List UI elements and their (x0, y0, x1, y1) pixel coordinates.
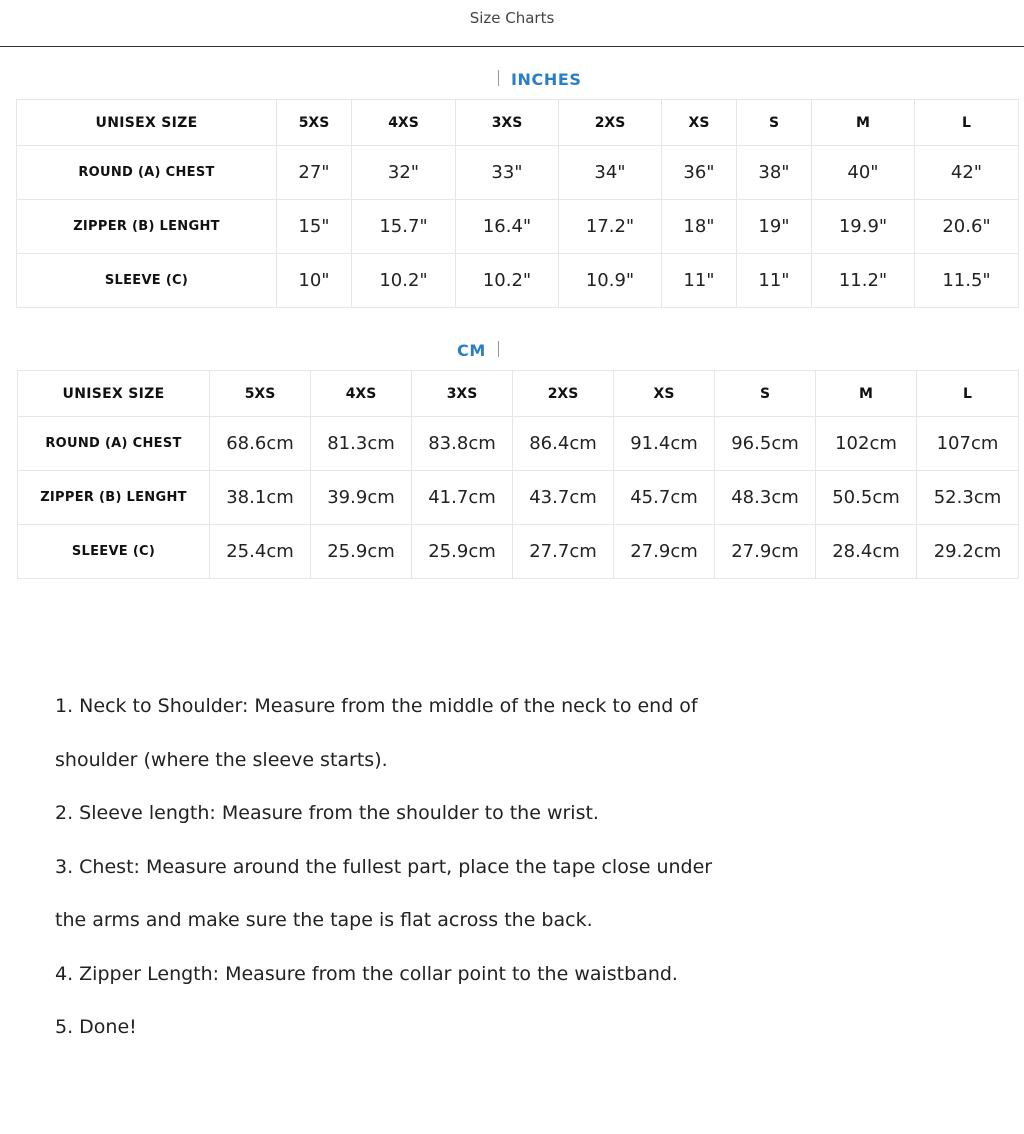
table-cell: 10.2" (352, 254, 456, 308)
header-cell: UNISEX SIZE (18, 371, 210, 417)
tab-inches[interactable]: INCHES (511, 70, 582, 89)
tab-separator (498, 70, 499, 86)
page-title: Size Charts (469, 9, 555, 27)
table-cell: 91.4cm (614, 417, 715, 471)
table-cell: 15.7" (352, 200, 456, 254)
table-cell: 36" (662, 146, 737, 200)
header-cell: 4XS (311, 371, 412, 417)
instruction-line: 5. Done! (55, 1016, 137, 1038)
header-cell: UNISEX SIZE (17, 100, 277, 146)
header-cell: S (737, 100, 812, 146)
table-cell: 27.9cm (614, 525, 715, 579)
header-cell: L (917, 371, 1019, 417)
header-cell: 3XS (412, 371, 513, 417)
table-cell: 45.7cm (614, 471, 715, 525)
table-row (18, 417, 1019, 471)
table-cell: 102cm (816, 417, 917, 471)
row-label: ROUND (A) CHEST (17, 146, 277, 200)
tab-separator (498, 341, 499, 357)
table-cell: 50.5cm (816, 471, 917, 525)
cm-size-table (17, 370, 1019, 579)
header-cell: XS (662, 100, 737, 146)
header-cell: M (812, 100, 915, 146)
row-label: SLEEVE (C) (18, 525, 210, 579)
table-cell: 25.9cm (412, 525, 513, 579)
table-cell: 40" (812, 146, 915, 200)
table-cell: 83.8cm (412, 417, 513, 471)
table-cell: 32" (352, 146, 456, 200)
header-cell: 4XS (352, 100, 456, 146)
header-cell: M (816, 371, 917, 417)
table-cell: 38" (737, 146, 812, 200)
table-cell: 27.7cm (513, 525, 614, 579)
header-cell: 5XS (277, 100, 352, 146)
table-cell: 48.3cm (715, 471, 816, 525)
instruction-line: 4. Zipper Length: Measure from the collar point to the waistband. (55, 962, 678, 985)
row-label: SLEEVE (C) (17, 254, 277, 308)
table-cell: 43.7cm (513, 471, 614, 525)
header-cell: XS (614, 371, 715, 417)
instruction-line: shoulder (where the sleeve starts). (55, 748, 388, 771)
table-cell: 10" (277, 254, 352, 308)
table-cell: 39.9cm (311, 471, 412, 525)
table-cell: 11" (737, 254, 812, 308)
table-cell: 29.2cm (917, 525, 1019, 579)
table-cell: 20.6" (915, 200, 1019, 254)
table-cell: 27" (277, 146, 352, 200)
table-row (18, 525, 1019, 579)
table-header-row (18, 371, 1019, 417)
header-cell: 5XS (210, 371, 311, 417)
table-cell: 68.6cm (210, 417, 311, 471)
table-cell: 10.9" (559, 254, 662, 308)
table-cell: 33" (456, 146, 559, 200)
table-cell: 34" (559, 146, 662, 200)
table-cell: 10.2" (456, 254, 559, 308)
table-cell: 86.4cm (513, 417, 614, 471)
table-cell: 25.4cm (210, 525, 311, 579)
table-cell: 15" (277, 200, 352, 254)
table-row (17, 254, 1019, 308)
table-cell: 52.3cm (917, 471, 1019, 525)
table-cell: 11.2" (812, 254, 915, 308)
table-cell: 19.9" (812, 200, 915, 254)
page-header (0, 0, 1024, 47)
inches-size-table (16, 99, 1019, 308)
header-cell: S (715, 371, 816, 417)
row-label: ZIPPER (B) LENGHT (17, 200, 277, 254)
table-cell: 27.9cm (715, 525, 816, 579)
measuring-instructions (55, 680, 755, 1055)
instruction-line: 1. Neck to Shoulder: Measure from the middle of the neck to end of (55, 695, 698, 717)
tab-cm[interactable]: CM (457, 341, 486, 360)
table-cell: 28.4cm (816, 525, 917, 579)
table-header-row (17, 100, 1019, 146)
header-cell: 2XS (513, 371, 614, 417)
header-cell: L (915, 100, 1019, 146)
table-cell: 107cm (917, 417, 1019, 471)
table-cell: 19" (737, 200, 812, 254)
instruction-line: 3. Chest: Measure around the fullest part, place the tape close under (55, 855, 713, 878)
row-label: ROUND (A) CHEST (18, 417, 210, 471)
header-cell: 2XS (559, 100, 662, 146)
table-cell: 25.9cm (311, 525, 412, 579)
header-cell: 3XS (456, 100, 559, 146)
table-row (18, 471, 1019, 525)
table-cell: 11.5" (915, 254, 1019, 308)
table-cell: 18" (662, 200, 737, 254)
table-cell: 41.7cm (412, 471, 513, 525)
table-row (17, 200, 1019, 254)
table-cell: 16.4" (456, 200, 559, 254)
table-cell: 96.5cm (715, 417, 816, 471)
row-label: ZIPPER (B) LENGHT (18, 471, 210, 525)
table-cell: 11" (662, 254, 737, 308)
table-row (17, 146, 1019, 200)
table-cell: 38.1cm (210, 471, 311, 525)
table-cell: 81.3cm (311, 417, 412, 471)
table-cell: 17.2" (559, 200, 662, 254)
table-cell: 42" (915, 146, 1019, 200)
instruction-line: the arms and make sure the tape is flat across the back. (55, 909, 593, 931)
instruction-line: 2. Sleeve length: Measure from the shoulder to the wrist. (55, 802, 599, 824)
